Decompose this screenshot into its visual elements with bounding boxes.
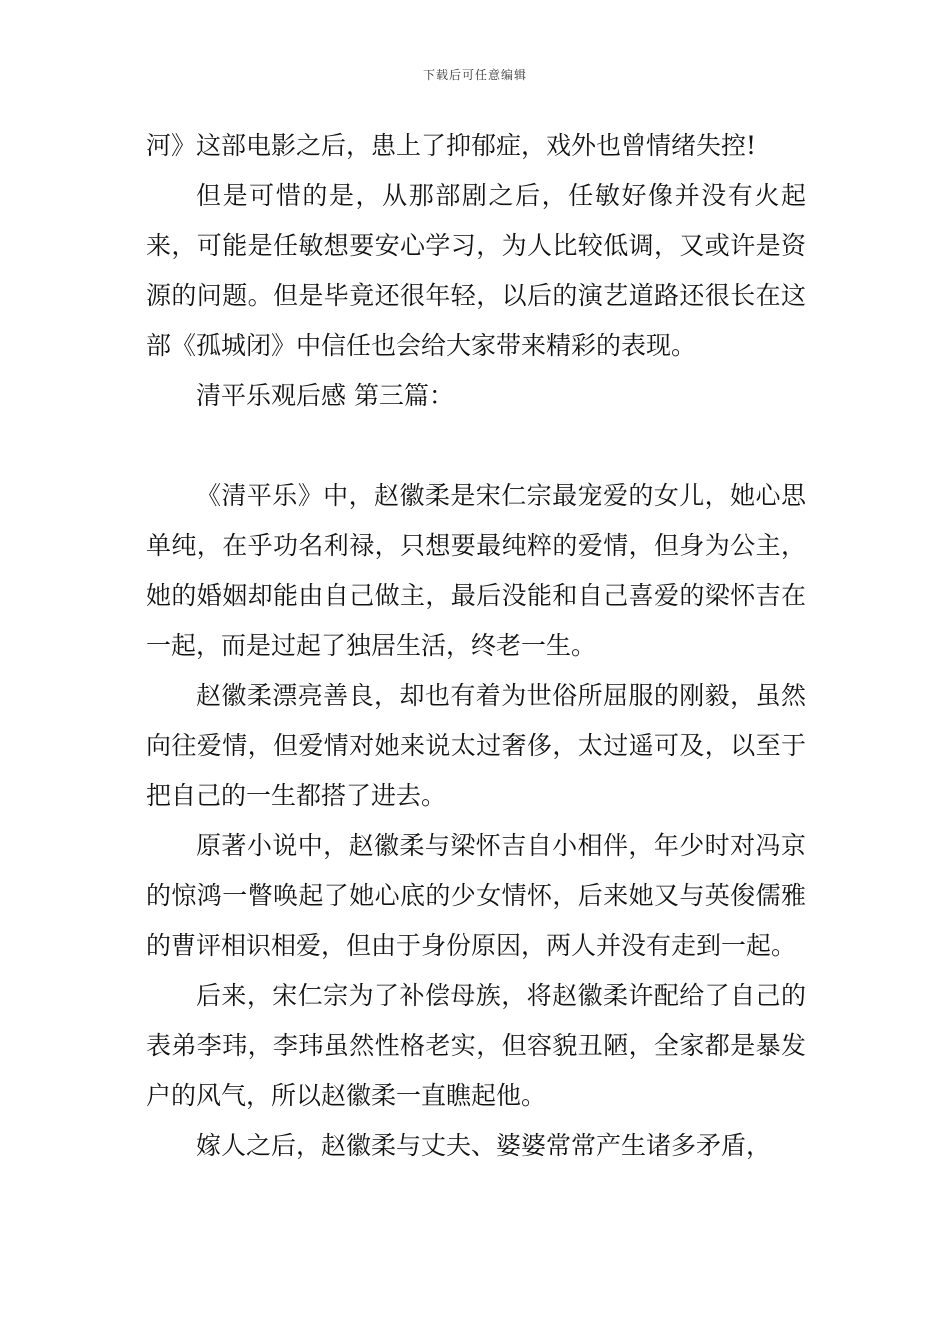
paragraph: 赵徽柔漂亮善良，却也有着为世俗所屈服的刚毅，虽然向往爱情，但爱情对她来说太过奢侈，太过遥可及，以至于把自己的一生都搭了进去。 bbox=[146, 681, 806, 810]
section-heading: 清平乐观后感 第三篇： bbox=[196, 381, 454, 410]
page-header: 下载后可任意编辑 bbox=[422, 68, 527, 82]
blank-line bbox=[146, 421, 806, 471]
paragraph: 但是可惜的是，从那部剧之后，任敏好像并没有火起来，可能是任敏想要安心学习，为人比较低调，又或许是资源的问题。但是毕竟还很年轻，以后的演艺道路还很长在这部《孤城闭》中信任也会给大家带来精彩的表现。 bbox=[146, 181, 806, 360]
paragraph: 河》这部电影之后，患上了抑郁症，戏外也曾情绪失控! bbox=[146, 131, 757, 160]
paragraph: 《清平乐》中，赵徽柔是宋仁宗最宠爱的女儿，她心思单纯，在乎功名利禄，只想要最纯粹的爱情，但身为公主，她的婚姻却能由自己做主，最后没能和自己喜爱的梁怀吉在一起，而是过起了独居生活，终老一生。 bbox=[146, 481, 806, 660]
paragraph: 原著小说中，赵徽柔与梁怀吉自小相伴，年少时对冯京的惊鸿一瞥唤起了她心底的少女情怀，后来她又与英俊儒雅的曹评相识相爱，但由于身份原因，两人并没有走到一起。 bbox=[146, 831, 806, 960]
paragraph: 后来，宋仁宗为了补偿母族，将赵徽柔许配给了自己的表弟李玮，李玮虽然性格老实，但容貌丑陋，全家都是暴发户的风气，所以赵徽柔一直瞧起他。 bbox=[146, 981, 806, 1110]
document-body bbox=[146, 121, 806, 1171]
paragraph: 嫁人之后，赵徽柔与丈夫、婆婆常常产生诸多矛盾， bbox=[196, 1131, 772, 1160]
